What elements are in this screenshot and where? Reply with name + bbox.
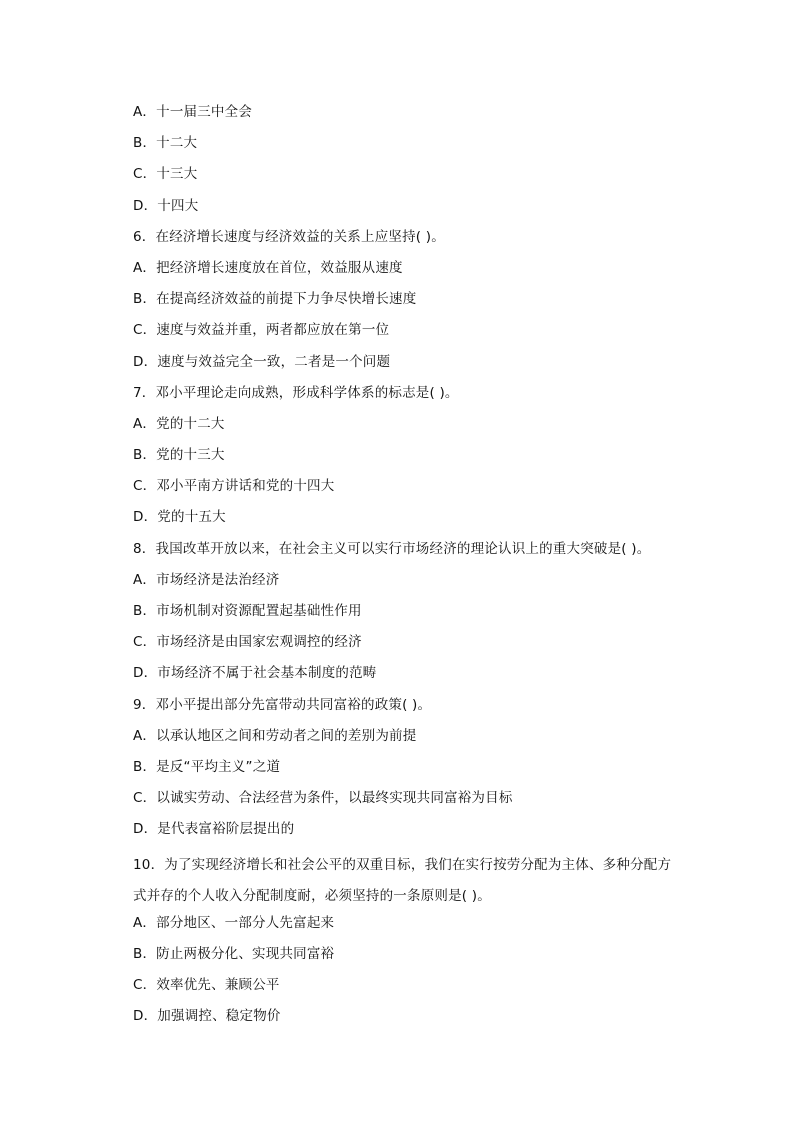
question-line: 7．邓小平理论走向成熟，形成科学体系的标志是( )。 (133, 384, 459, 401)
option-line: A．党的十二大 (133, 415, 225, 432)
option-line: C．十三大 (133, 166, 198, 183)
question-text-block (133, 101, 673, 1037)
option-line: D．加强调控、稳定物价 (133, 1008, 281, 1025)
question-line: 6．在经济增长速度与经济效益的关系上应坚持( )。 (133, 228, 445, 245)
option-line: B．党的十三大 (133, 447, 225, 464)
option-line: D．是代表富裕阶层提出的 (133, 821, 295, 838)
question-line: 8．我国改革开放以来，在社会主义可以实行市场经济的理论认识上的重大突破是( )。 (133, 540, 651, 557)
option-line: B．十二大 (133, 135, 198, 152)
option-line: B．防止两极分化、实现共同富裕 (133, 946, 335, 963)
option-line: C．效率优先、兼顾公平 (133, 977, 280, 994)
option-line: D．市场经济不属于社会基本制度的范畴 (133, 665, 377, 682)
option-line: C．以诚实劳动、合法经营为条件，以最终实现共同富裕为目标 (133, 790, 513, 807)
option-line: A．部分地区、一部分人先富起来 (133, 914, 335, 931)
option-line: A．把经济增长速度放在首位，效益服从速度 (133, 259, 403, 276)
question-line: 10．为了实现经济增长和社会公平的双重目标，我们在实行按劳分配为主体、多种分配方式并存的个人收入分配制度耐，必须坚持的一条原则是( )。 (133, 856, 672, 904)
option-line: D．速度与效益完全一致，二者是一个问题 (133, 353, 391, 370)
option-line: A．以承认地区之间和劳动者之间的差别为前提 (133, 727, 417, 744)
option-line: D．党的十五大 (133, 509, 226, 526)
option-line: D．十四大 (133, 197, 199, 214)
option-line: C．邓小平南方讲话和党的十四大 (133, 478, 335, 495)
question-line: 9．邓小平提出部分先富带动共同富裕的政策( )。 (133, 696, 432, 713)
option-line: B．市场机制对资源配置起基础性作用 (133, 603, 362, 619)
option-line: A．十一届三中全会 (133, 104, 253, 120)
option-line: B．是反“平均主义”之道 (133, 758, 281, 775)
option-line: B．在提高经济效益的前提下力争尽快增长速度 (133, 291, 417, 308)
option-line: C．市场经济是由国家宏观调控的经济 (133, 634, 362, 651)
option-line: A．市场经济是法治经济 (133, 571, 280, 588)
option-line: C．速度与效益并重，两者都应放在第一位 (133, 322, 390, 339)
